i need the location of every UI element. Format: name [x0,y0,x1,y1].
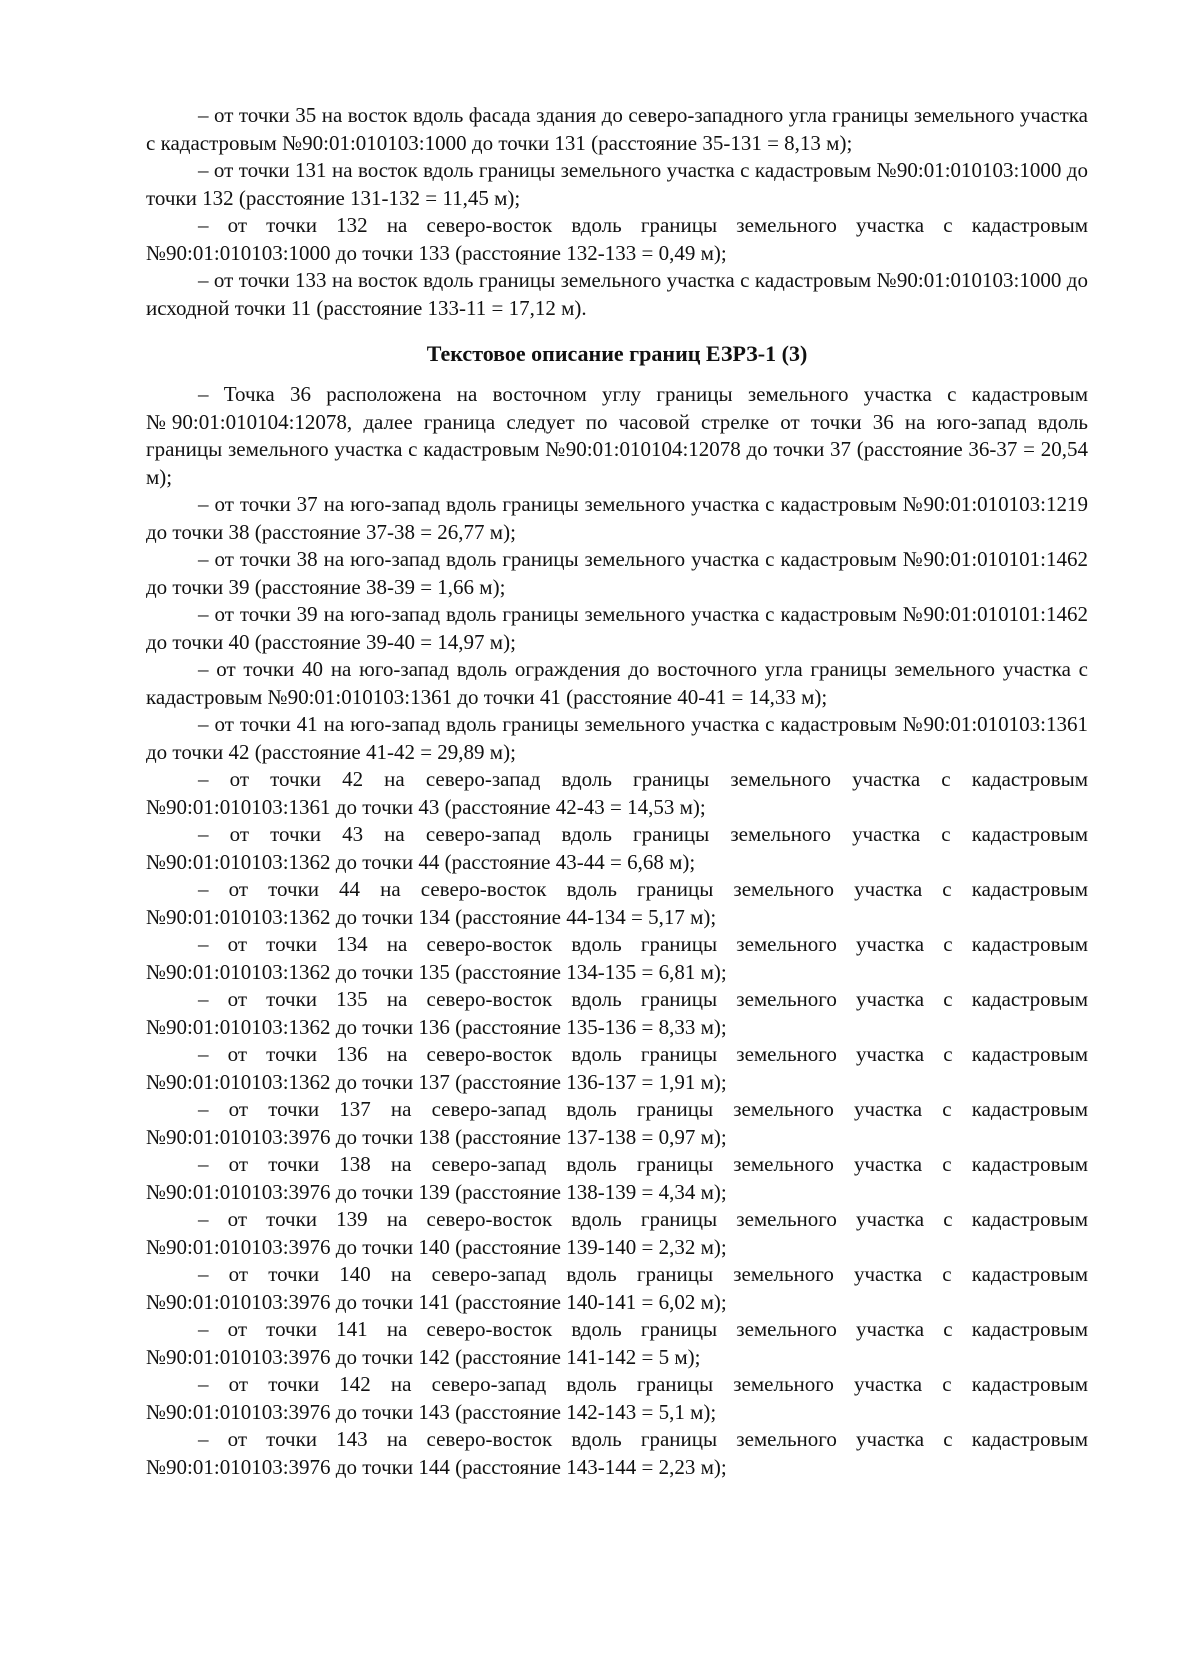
paragraph: – от точки 137 на северо-запад вдоль границы земельного участка с кадастровым №90:01:010103:3976 до точки 138 (расстояние 137-138 = 0,97 м); [146,1097,1088,1149]
paragraph: – от точки 141 на северо-восток вдоль границы земельного участка с кадастровым №90:01:010103:3976 до точки 142 (расстояние 141-142 = 5 м); [146,1317,1088,1369]
paragraph: – от точки 136 на северо-восток вдоль границы земельного участка с кадастровым №90:01:010103:1362 до точки 137 (расстояние 136-137 = 1,91 м); [146,1042,1088,1094]
paragraph: – от точки 140 на северо-запад вдоль границы земельного участка с кадастровым №90:01:010103:3976 до точки 141 (расстояние 140-141 = 6,02 м); [146,1262,1088,1314]
paragraph: – от точки 142 на северо-запад вдоль границы земельного участка с кадастровым №90:01:010103:3976 до точки 143 (расстояние 142-143 = 5,1 м); [146,1372,1088,1424]
paragraph: – от точки 135 на северо-восток вдоль границы земельного участка с кадастровым №90:01:010103:1362 до точки 136 (расстояние 135-136 = 8,33 м); [146,987,1088,1039]
paragraph: – от точки 42 на северо-запад вдоль границы земельного участка с кадастровым №90:01:010103:1361 до точки 43 (расстояние 42-43 = 14,53 м); [146,767,1088,819]
paragraph: – от точки 143 на северо-восток вдоль границы земельного участка с кадастровым №90:01:010103:3976 до точки 144 (расстояние 143-144 = 2,23 м); [146,1427,1088,1479]
paragraph: – от точки 44 на северо-восток вдоль границы земельного участка с кадастровым №90:01:010103:1362 до точки 134 (расстояние 44-134 = 5,17 м); [146,877,1088,929]
paragraph: – Точка 36 расположена на восточном углу границы земельного участка с кадастровым №90:01:010104:12078, далее граница следует по часовой стрелке от точки 36 на юго-запад вдоль границы земельного участка с кадастровым №90:01:010104:12078 до точки 37 (расстояние 36-37 = 20,54 м); [146,382,1088,489]
paragraph: – от точки 37 на юго-запад вдоль границы земельного участка с кадастровым №90:01:010103:1219 до точки 38 (расстояние 37-38 = 26,77 м); [146,492,1088,544]
paragraph: – от точки 38 на юго-запад вдоль границы земельного участка с кадастровым №90:01:010101:1462 до точки 39 (расстояние 38-39 = 1,66 м); [146,547,1088,599]
paragraph: – от точки 39 на юго-запад вдоль границы земельного участка с кадастровым №90:01:010101:1462 до точки 40 (расстояние 39-40 = 14,97 м); [146,602,1088,654]
paragraph: – от точки 35 на восток вдоль фасада здания до северо-западного угла границы земельного участка с кадастровым №90:01:010103:1000 до точки 131 (расстояние 35-131 = 8,13 м); [146,103,1088,155]
paragraph: – от точки 40 на юго-запад вдоль ограждения до восточного угла границы земельного участка с кадастровым №90:01:010103:1361 до точки 41 (расстояние 40-41 = 14,33 м); [146,657,1088,709]
section-title: Текстовое описание границ ЕЗРЗ-1 (3) [426,341,808,366]
paragraph: – от точки 138 на северо-запад вдоль границы земельного участка с кадастровым №90:01:010103:3976 до точки 139 (расстояние 138-139 = 4,34 м); [146,1152,1088,1204]
paragraph: – от точки 134 на северо-восток вдоль границы земельного участка с кадастровым №90:01:010103:1362 до точки 135 (расстояние 134-135 = 6,81 м); [146,932,1088,984]
paragraph: – от точки 139 на северо-восток вдоль границы земельного участка с кадастровым №90:01:010103:3976 до точки 140 (расстояние 139-140 = 2,32 м); [146,1207,1088,1259]
paragraph: – от точки 132 на северо-восток вдоль границы земельного участка с кадастровым №90:01:010103:1000 до точки 133 (расстояние 132-133 = 0,49 м); [146,213,1088,265]
paragraph: – от точки 131 на восток вдоль границы земельного участка с кадастровым №90:01:010103:1000 до точки 132 (расстояние 131-132 = 11,45 м); [146,158,1088,210]
paragraph: – от точки 133 на восток вдоль границы земельного участка с кадастровым №90:01:010103:1000 до исходной точки 11 (расстояние 133-11 = 17,12 м). [146,268,1088,320]
paragraph: – от точки 43 на северо-запад вдоль границы земельного участка с кадастровым №90:01:010103:1362 до точки 44 (расстояние 43-44 = 6,68 м); [146,822,1088,874]
paragraph: – от точки 41 на юго-запад вдоль границы земельного участка с кадастровым №90:01:010103:1361 до точки 42 (расстояние 41-42 = 29,89 м); [146,712,1088,764]
document-page [146,102,1088,1481]
